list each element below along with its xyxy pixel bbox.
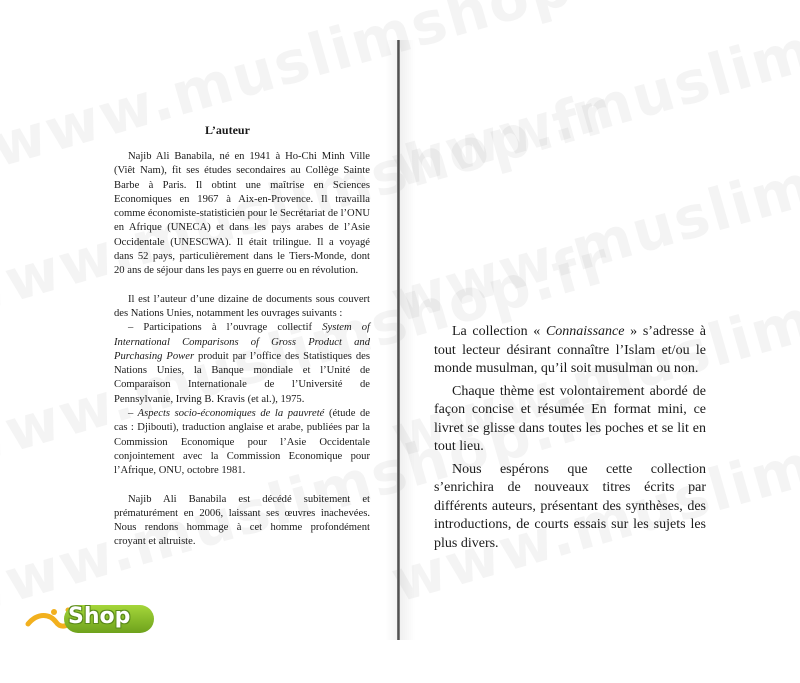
work-item-2: – Aspects socio-économiques de la pauvreté (étude de cas : Djibouti), traduction anglaise et arabe, publiées par la Commission Economique pour l’Asie Occidentale conjointement avec la Commission Economique pour l’Afrique, ONU, octobre 1981.: [114, 408, 370, 477]
left-page: [0, 0, 398, 683]
work-title-2: – Aspects socio-économiques de la pauvreté: [128, 408, 325, 420]
left-page-body: [114, 150, 370, 564]
collection-title: Connaissance: [545, 324, 625, 339]
author-bio-paragraph: Najib Ali Banabila, né en 1941 à Ho-Chi Minh Ville (Viêt Nam), fit ses études secondaires au Collège Sainte Barbe à Paris. Il obtint une maîtrise en Sciences Economiques en 1967 à Aix-en-Provence. Il travailla comme économiste-statisticien pour le Secrétariat de l’ONU en Afrique (UNECA) et dans les pays arabes de l’Asie Occidentale (UNESCWA). Il était trilingue. Il a voyagé dans 52 pays, particulièrement dans le Tiers-Monde, dont 20 ans de séjour dans les pays en guerre ou en révolution.: [114, 151, 370, 277]
collection-paragraph-2: Chaque thème est volontairement abordé de façon concise et résumée En format mini, ce livret se glisse dans toutes les poches et se lit en tout lieu.: [434, 383, 706, 454]
tribute-paragraph: Najib Ali Banabila est décédé subitement et prématurément en 2006, laissant ses œuvres inachevées. Nous rendons hommage à cet homme profondément croyant et altruiste.: [114, 493, 370, 548]
right-page-body: [434, 323, 706, 557]
page-heading: L’auteur: [205, 123, 250, 137]
works-intro-paragraph: Il est l’auteur d’une dizaine de documents sous couvert des Nations Unies, notamment les ouvrages suivants :: [114, 293, 370, 319]
work-item-1: – Participations à l’ouvrage collectif System of International Comparisons of Gross Product and Purchasing Power produit par l’office des Statistiques des Nations Unies, la Banque mondiale et l’Unité de Comparaison Internationale de l’Université de Pennsylvanie, Irving B. Kravis (et al.), 1975.: [114, 322, 371, 405]
work-title-1: System of International Comparisons of Gross Product and Purchasing Power: [114, 322, 370, 362]
collection-paragraph-3: Nous espérons que cette collection s’enrichira de nouveaux titres écrits par différents auteurs, présentant des synthèses, des introductions, de courts essais sur les sujets les plus divers.: [434, 461, 706, 551]
logo-text: Shop: [68, 604, 131, 629]
collection-paragraph-1: La collection « Connaissance » s’adresse à tout lecteur désirant connaître l’Islam et/ou le monde musulman, qu’il soit musulman ou non.: [434, 324, 706, 376]
